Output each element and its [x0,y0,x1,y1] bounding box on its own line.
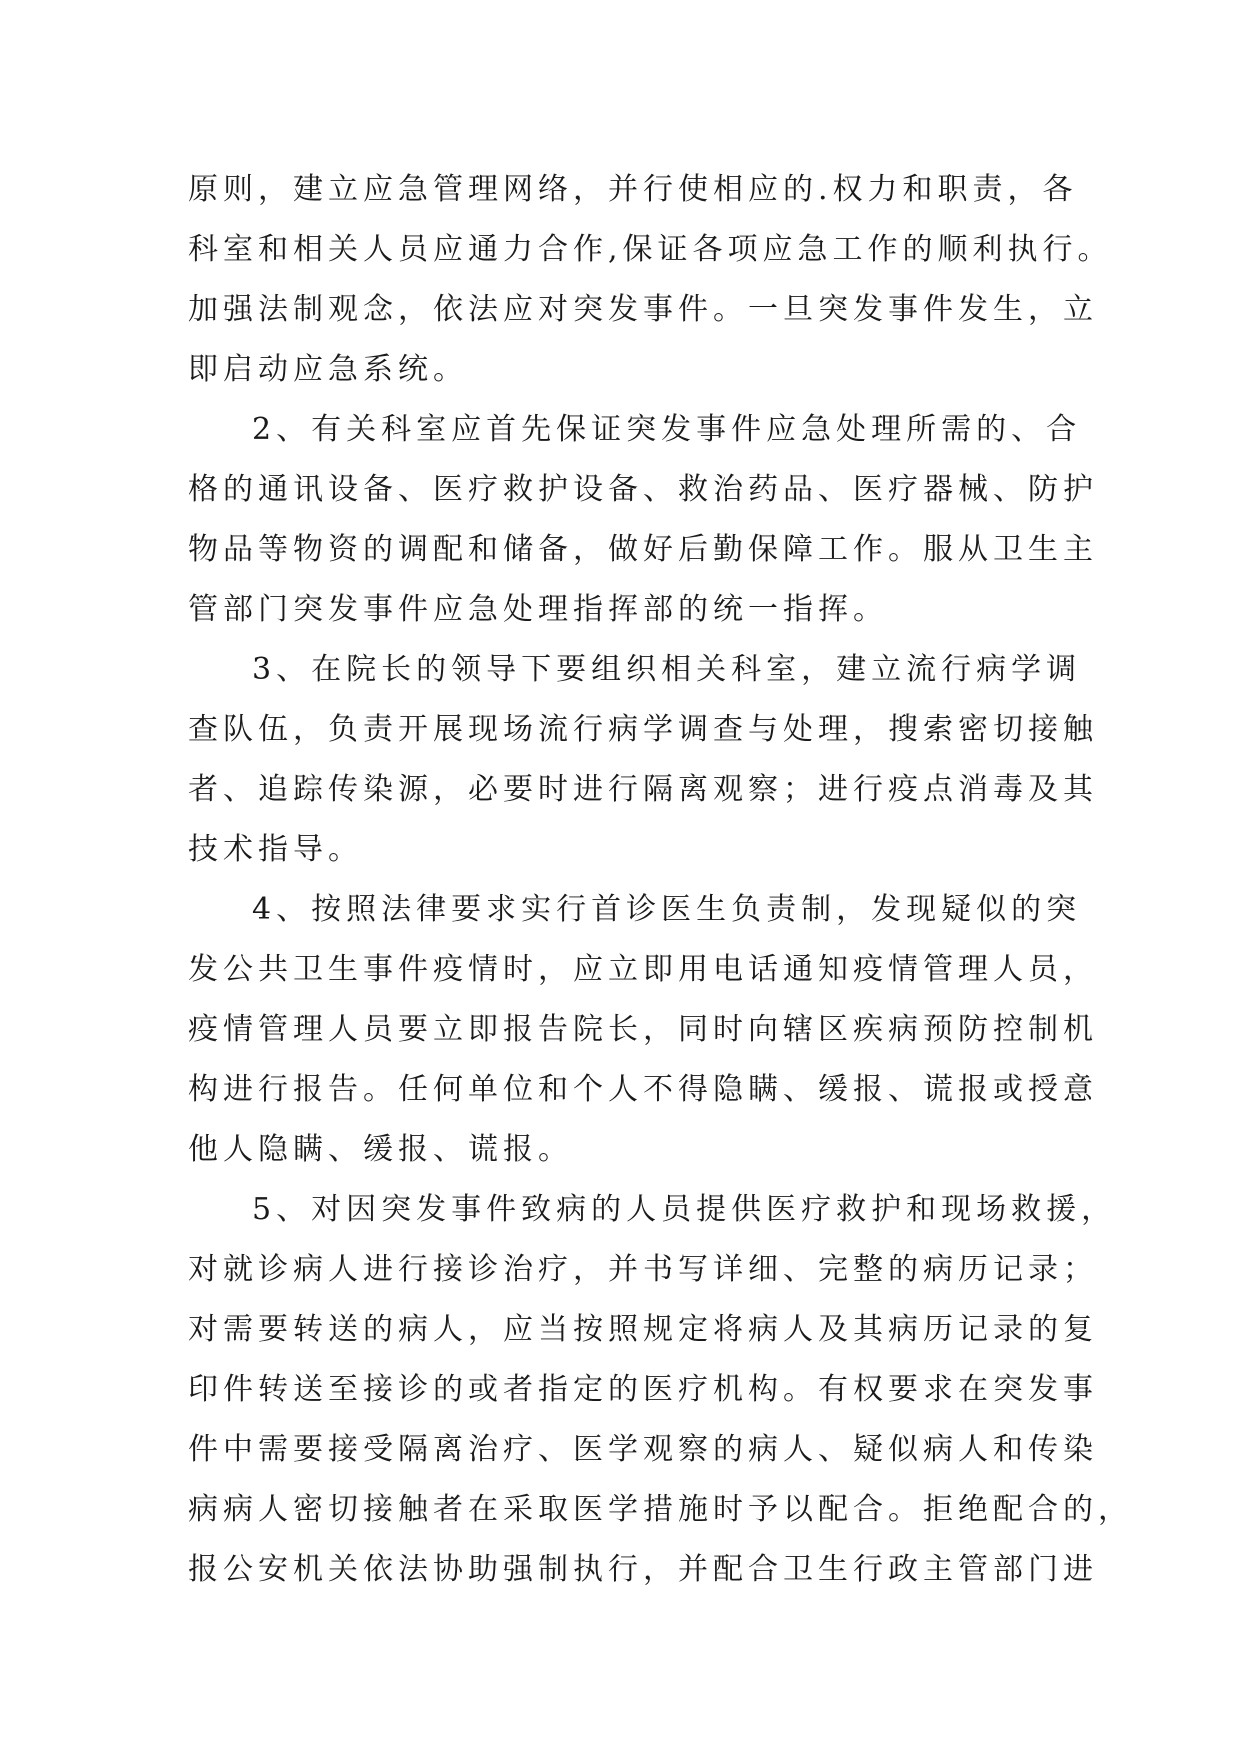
text-line: 对需要转送的病人，应当按照规定将病人及其病历记录的复 [188,1312,1098,1347]
text-line: 构进行报告。任何单位和个人不得隐瞒、缓报、谎报或授意 [188,1072,1098,1107]
text-line: 报公安机关依法协助强制执行，并配合卫生行政主管部门进 [188,1552,1098,1587]
text-line: 管部门突发事件应急处理指挥部的统一指挥。 [188,592,888,627]
paragraph-4-start: 4、按照法律要求实行首诊医生负责制，发现疑似的突 [252,892,1082,927]
text-line: 他人隐瞒、缓报、谎报。 [188,1132,573,1167]
text-line: 发公共卫生事件疫情时，应立即用电话通知疫情管理人员， [188,952,1098,987]
paragraph-2-start: 2、有关科室应首先保证突发事件应急处理所需的、合 [252,412,1082,447]
text-line: 印件转送至接诊的或者指定的医疗机构。有权要求在突发事 [188,1372,1098,1407]
text-line: 加强法制观念，依法应对突发事件。一旦突发事件发生，立 [188,292,1098,327]
text-line: 原则，建立应急管理网络，并行使相应的.权力和职责，各 [188,172,1078,207]
text-line: 查队伍，负责开展现场流行病学调查与处理，搜索密切接触 [188,712,1098,747]
paragraph-3-start: 3、在院长的领导下要组织相关科室，建立流行病学调 [252,652,1082,687]
text-line: 科室和相关人员应通力合作,保证各项应急工作的顺利执行。 [188,232,1113,267]
text-line: 病病人密切接触者在采取医学措施时予以配合。拒绝配合的， [188,1492,1133,1527]
text-line: 者、追踪传染源，必要时进行隔离观察；进行疫点消毒及其 [188,772,1098,807]
body-text [188,160,1133,1600]
text-line: 物品等物资的调配和储备，做好后勤保障工作。服从卫生主 [188,532,1098,567]
text-line: 疫情管理人员要立即报告院长，同时向辖区疾病预防控制机 [188,1012,1098,1047]
text-line: 件中需要接受隔离治疗、医学观察的病人、疑似病人和传染 [188,1432,1098,1467]
paragraph-5-start: 5、对因突发事件致病的人员提供医疗救护和现场救援， [252,1192,1117,1227]
text-line: 技术指导。 [188,832,363,867]
text-line: 即启动应急系统。 [188,352,468,387]
text-line: 对就诊病人进行接诊治疗，并书写详细、完整的病历记录； [188,1252,1098,1287]
text-line: 格的通讯设备、医疗救护设备、救治药品、医疗器械、防护 [188,472,1098,507]
